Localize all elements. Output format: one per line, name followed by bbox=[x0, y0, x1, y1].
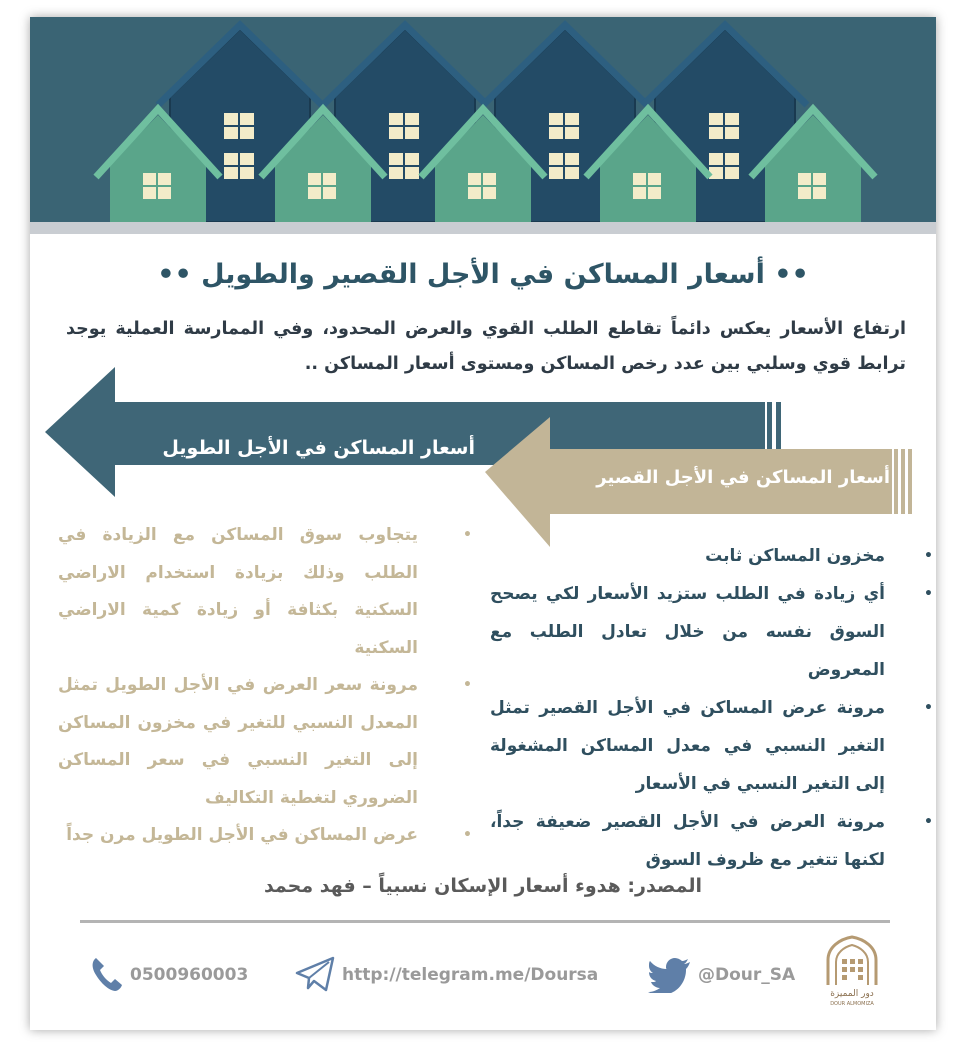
long-term-list bbox=[58, 517, 472, 855]
long-term-item: • يتجاوب سوق المساكن مع الزيادة في الطلب وذلك بزيادة استخدام الاراضي السكنية بكثافة أو زيادة كمية الاراضي السكنية bbox=[58, 525, 472, 658]
short-term-item: • أي زيادة في الطلب ستزيد الأسعار لكي يصحح السوق نفسه من خلال تعادل الطلب مع المعروض bbox=[490, 584, 933, 680]
telegram-link[interactable]: http://telegram.me/Doursa bbox=[342, 965, 599, 985]
long-term-item: • مرونة سعر العرض في الأجل الطويل تمثل المعدل النسبي للتغير في مخزون المساكن إلى التغير النسبي في سعر المساكن الضروري لتغطية التكاليف bbox=[58, 675, 472, 808]
logo-text-en: DOUR ALMOMIZA bbox=[830, 1001, 874, 1007]
houses-illustration bbox=[30, 17, 936, 222]
intro-paragraph: ارتفاع الأسعار يعكس دائماً تقاطع الطلب القوي والعرض المحدود، وفي الممارسة العملية يوجد ترابط قوي وسلبي بين عدد رخص المساكن ومستوى أسعار المساكن .. bbox=[66, 319, 906, 374]
twitter-handle[interactable]: @Dour_SA bbox=[698, 965, 796, 985]
phone-number[interactable]: 0500960003 bbox=[130, 965, 249, 985]
long-term-label: أسعار المساكن في الأجل الطويل bbox=[162, 437, 475, 459]
source-credit: المصدر: هدوء أسعار الإسكان نسبياً – فهد محمد bbox=[263, 875, 703, 897]
short-term-item: • مرونة عرض المساكن في الأجل القصير تمثل التغير النسبي في معدل المساكن المشغولة إلى التغير النسبي في الأسعار bbox=[490, 698, 933, 794]
footer-divider bbox=[80, 920, 890, 923]
logo-text-ar: دور المميزة bbox=[830, 989, 874, 999]
dour-logo-icon bbox=[822, 935, 882, 1007]
page-title: •• أسعار المساكن في الأجل القصير والطويل •• bbox=[157, 259, 809, 290]
short-term-label: أسعار المساكن في الأجل القصير bbox=[596, 467, 890, 488]
banner-strip bbox=[30, 222, 936, 234]
houses-banner bbox=[30, 17, 936, 222]
phone-icon bbox=[90, 955, 124, 993]
short-term-item: • مخزون المساكن ثابت bbox=[705, 546, 933, 566]
short-term-item: • مرونة العرض في الأجل القصير ضعيفة جداً، لكنها تتغير مع ظروف السوق bbox=[490, 812, 933, 870]
long-term-item: • عرض المساكن في الأجل الطويل مرن جداً bbox=[66, 825, 472, 845]
short-term-list bbox=[490, 537, 933, 879]
twitter-icon bbox=[648, 957, 692, 993]
infographic-card bbox=[30, 17, 936, 1030]
telegram-icon bbox=[295, 955, 335, 993]
